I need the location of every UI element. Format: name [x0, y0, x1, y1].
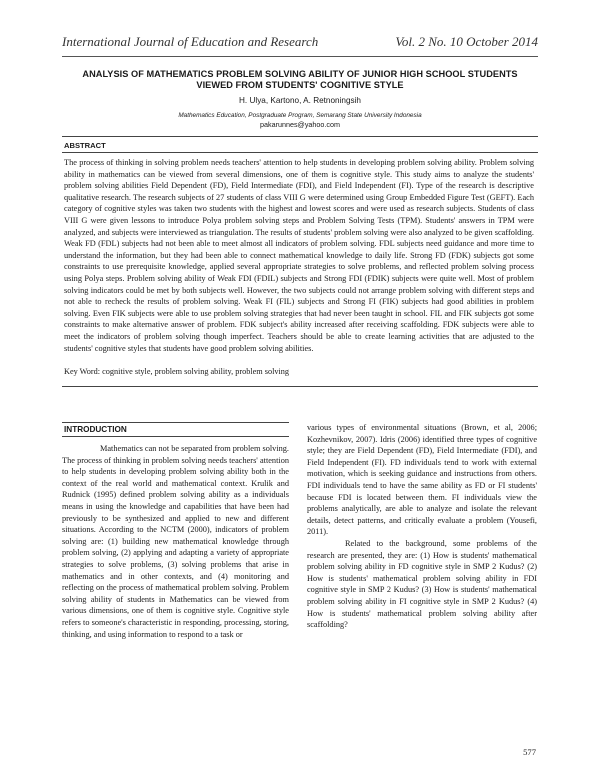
header-rule — [62, 56, 538, 57]
intro-paragraph-3: Related to the background, some problems of the research are presented, they are: (1) How is students' mathematical problem solving ability in FD cognitive style in SMP 2 Kudus? (2) How is students' mathematical problem solving ability in FDI cognitive style in SMP 2 Kudus? (3) How is students' mathematical problem solving ability in FI cognitive style in SMP 2 Kudus? (4) How is students' mathematical problem solving ability after scaffolding? — [307, 538, 537, 630]
right-column — [307, 422, 537, 631]
running-header — [62, 34, 538, 54]
abstract-heading-rule — [62, 152, 538, 153]
page-number: 577 — [523, 747, 536, 757]
abstract-body: The process of thinking in solving problem needs teachers' attention to help students in developing problem solving ability. Problem solving ability in mathematics can be viewed from several dimensions, one of them is cognitive style. This study aims to analyze the students' problem solving abilities Field Dependent (FD), Field Intermediate (FDI), and Field Independent (FI). Type of the research is descriptive qualitative research. The research subjects of 27 students of class VIII G were determined using Group Embedded Figure Test (GEFT). Each category of cognitive styles was taken two students with the highest and lowest scores and were used as research subjects. Students of class VIII G were given lessons to introduce Polya problem solving steps and Problem Solving Tests (TPM). Students' answers in TPM were analyzed, and subjects were interviewed as triangulation. The results of students' problem solving were also analyzed to be given scaffolding. Weak FD (FDL) subjects had not been able to meet almost all indicators of problem solving. FDL subjects need guidance and more time to understand the information, but they had been able to connect mathematical knowledge to daily life. Strong FD (FDK) subjects got some constraints to use prerequisite knowledge, applied several appropriate strategies to solve problems, and reflected problem solving process using Polya steps. Problem solving ability of Weak FDI (FDIL) subjects and Strong FDI (FDIK) subjects were quite well. Most of problem solving indicators could be met by both subjects well. However, the two subjects could not arrange problem solving with different steps and not able to recheck the results of problem solving. Weak FI (FIL) subjects and Strong FI (FIK) subjects had good abilities in problem solving. Even FIK subjects were able to use problem solving strategies that had never been taught in school. FIL and FIK subjects got some constraints to make alternative answer of problem. FDK subject's ability increased after receiving scaffolding. FDK subjects were able to meet the indicators of problem solving though imperfect. Teachers should be able to create learning activities that are adjusted to the students' cognitive styles that students have good problem solving abilities. — [64, 158, 534, 353]
introduction-heading: INTRODUCTION — [62, 422, 289, 437]
title-line-1: ANALYSIS OF MATHEMATICS PROBLEM SOLVING ABILITY OF JUNIOR HIGH SCHOOL STUDENTS — [82, 69, 518, 79]
intro-paragraph-2: various types of environmental situations (Brown, et al, 2006; Kozhevnikov, 2007). Idris (2006) identified three types of cognitive style; they are Field Dependent (FD), Field Intermediate (FDI), and Field Independent (FI). FD individuals tend to work with external motivation, which is seeking guidance and instructions from others. FDI individuals tend to have the same ability as FD or FI students' because FDI is located between them. FI individuals view the problems analytically, are able to analyze and isolate the relevant details, detect patterns, and critically evaluate a problem (Yousefi, 2011). — [307, 423, 537, 537]
author-email: pakarunnes@yahoo.com — [259, 120, 341, 129]
keywords-text: cognitive style, problem solving ability, problem solving — [100, 367, 290, 376]
keywords-label: Key Word: — [64, 367, 101, 376]
title-line-2: VIEWED FROM STUDENTS' COGNITIVE STYLE — [196, 79, 404, 90]
keywords-rule — [62, 386, 538, 387]
issue-info: Vol. 2 No. 10 October 2014 — [395, 34, 538, 49]
authors: H. Ulya, Kartono, A. Retnoningsih — [239, 96, 361, 105]
intro-paragraph-1: Mathematics can not be separated from problem solving. The process of thinking in problem solving needs teachers' attention to help students in developing problem solving ability both in the context of the real world and mathematical context. Krulik and Rudnick (1995) defined problem solving ability as a individuals means in using the knowledge and capabilities that have been had previously to be synthesized and applied to new and different situations. According to the NCTM (2000), indicators of problem solving are: (1) building new mathematical knowledge through problem solving, (2) applying and adapting a variety of appropriate strategies to solve problems, (3) solving problems that arise in mathematics and in other contexts, and (4) monitoring and reflecting on the process of mathematical problem solving. Problem solving ability of students in Mathematics can be viewed from various dimensions, one of them is cognitive style. Cognitive style refers to someone's characteristic in responding, processing, storing, thinking, and using information to respond to a task or — [62, 444, 289, 639]
affiliation: Mathematics Education, Postgraduate Program, Semarang State University Indonesia — [178, 112, 422, 119]
journal-name: International Journal of Education and Research — [62, 34, 319, 49]
keywords — [64, 367, 289, 376]
abstract-heading: ABSTRACT — [64, 141, 106, 150]
paper-title — [62, 69, 538, 90]
abstract-top-rule — [62, 136, 538, 137]
